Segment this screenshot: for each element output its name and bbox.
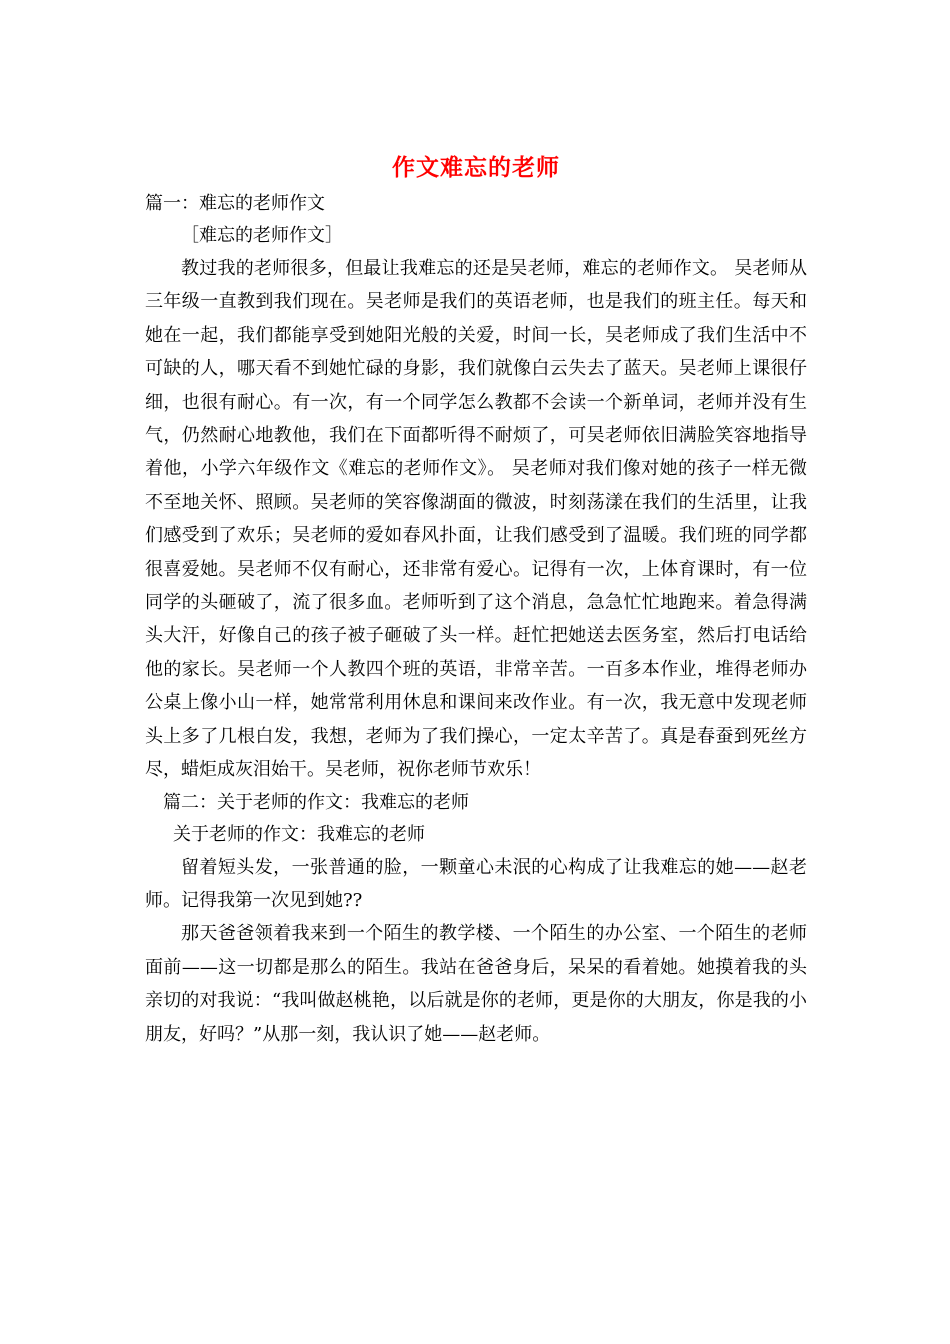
document-page (145, 150, 807, 1051)
section2-heading: 篇二：关于老师的作文：我难忘的老师 (163, 791, 469, 813)
section1-body: 教过我的老师很多，但最让我难忘的还是吴老师，难忘的老师作文。 吴老师从三年级一直教到我们现在。吴老师是我们的英语老师，也是我们的班主任。每天和她在一起，我们都能享受到她阳光般的关爱，时间一长，吴老师成了我们生活中不可缺的人，哪天看不到她忙碌的身影，我们就像白云失去了蓝天。吴老师上课很仔细，也很有耐心。有一次，有一个同学怎么教都不会读一个新单词，老师并没有生气，仍然耐心地教他，我们在下面都听得不耐烦了，可吴老师依旧满脸笑容地指导着他，小学六年级作文《难忘的老师作文》。 吴老师对我们像对她的孩子一样无微不至地关怀、照顾。吴老师的笑容像湖面的微波，时刻荡漾在我们的生活里，让我们感受到了欢乐；吴老师的爱如春风扑面，让我们感受到了温暖。我们班的同学都很喜爱她。吴老师不仅有耐心，还非常有爱心。记得有一次，上体育课时，有一位同学的头砸破了，流了很多血。老师听到了这个消息，急急忙忙地跑来。着急得满头大汗，好像自己的孩子被子砸破了头一样。赶忙把她送去医务室，然后打电话给他的家长。吴老师一个人教四个班的英语，非常辛苦。一百多本作业，堆得老师办公桌上像小山一样，她常常利用休息和课间来改作业。有一次，我无意中发现老师头上多了几根白发，我想，老师为了我们操心，一定太辛苦了。真是春蚕到死丝方尽，蜡炬成灰泪始干。吴老师，祝你老师节欢乐！ (145, 258, 807, 781)
section1-subheading: ［难忘的老师作文］ (181, 225, 343, 246)
section1-heading: 篇一：难忘的老师作文 (145, 193, 325, 214)
document-title: 作文难忘的老师 (392, 154, 560, 181)
section2-paragraph-1: 留着短头发，一张普通的脸，一颗童心未泯的心构成了让我难忘的她——赵老师。记得我第一次见到她?? (145, 856, 807, 911)
section2-paragraph-2: 那天爸爸领着我来到一个陌生的教学楼、一个陌生的办公室、一个陌生的老师面前——这一切都是那么的陌生。我站在爸爸身后，呆呆的看着她。她摸着我的头亲切的对我说：“我叫做赵桃艳，以后就是你的老师，更是你的大朋友，你是我的小朋友，好吗？”从那一刻，我认识了她——赵老师。 (145, 923, 807, 1045)
section2-subheading: 关于老师的作文：我难忘的老师 (173, 823, 425, 845)
